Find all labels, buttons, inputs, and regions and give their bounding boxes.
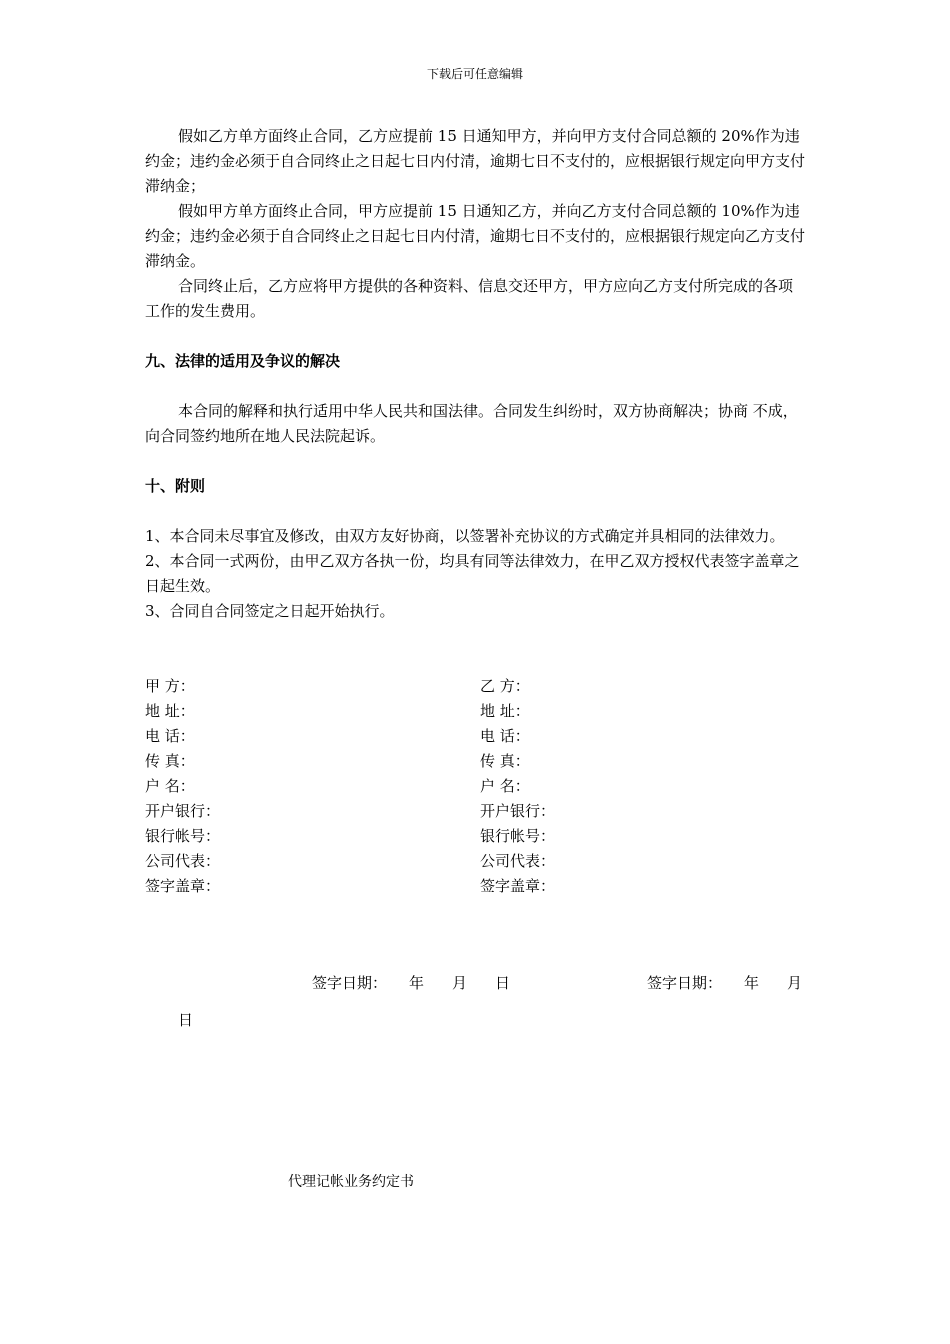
next-document-title: 代理记帐业务约定书	[288, 1174, 414, 1190]
party-b-address-label: 地 址：	[480, 702, 530, 720]
month-label: 月	[452, 974, 468, 992]
party-a-name-label: 甲 方：	[145, 677, 195, 695]
party-b-bank-label: 开户银行：	[480, 802, 556, 820]
party-b-phone-label: 电 话：	[480, 727, 530, 745]
party-a-seal-label: 签字盖章：	[145, 877, 221, 895]
party-b-signing-date	[647, 971, 802, 996]
paragraph-b-termination: 假如乙方单方面终止合同，乙方应提前 15 日通知甲方，并向甲方支付合同总额的 20%作为违约金；违约金必须于自合同终止之日起七日内付清，逾期七日不支付的，应根据银行规定向甲方支付滞纳金；	[145, 127, 806, 195]
party-a-fax-label: 传 真：	[145, 752, 195, 770]
section-10-item-3: 3、合同自合同签定之日起开始执行。	[145, 602, 395, 620]
party-a-signature-block	[145, 674, 220, 899]
paragraph-a-termination: 假如甲方单方面终止合同，甲方应提前 15 日通知乙方，并向乙方支付合同总额的 10%作为违约金；违约金必须于自合同终止之日起七日内付清，逾期七日不支付的，应根据银行规定向乙方支付滞纳金。	[145, 202, 806, 270]
year-label: 年	[409, 974, 425, 992]
party-b-day-label: 日	[178, 1011, 194, 1029]
party-b-account-name-label: 户 名：	[480, 777, 530, 795]
year-label: 年	[744, 974, 760, 992]
party-a-address-label: 地 址：	[145, 702, 195, 720]
party-a-bank-label: 开户银行：	[145, 802, 221, 820]
party-a-account-number-label: 银行帐号：	[145, 827, 221, 845]
section-10-item-2: 2、本合同一式两份，由甲乙双方各执一份，均具有同等法律效力，在甲乙双方授权代表签字盖章之日起生效。	[145, 552, 800, 595]
party-b-fax-label: 传 真：	[480, 752, 530, 770]
day-label: 日	[495, 974, 511, 992]
party-b-signature-block	[480, 674, 555, 899]
party-b-representative-label: 公司代表：	[480, 852, 556, 870]
party-b-account-number-label: 银行帐号：	[480, 827, 556, 845]
section-10-heading: 十、附则	[145, 477, 206, 495]
section-9-text: 本合同的解释和执行适用中华人民共和国法律。合同发生纠纷时，双方协商解决；协商 不成，向合同签约地所在地人民法院起诉。	[145, 402, 798, 445]
page-header-note: 下载后可任意编辑	[426, 67, 523, 81]
section-9-heading: 九、法律的适用及争议的解决	[145, 352, 341, 370]
document-body	[145, 124, 807, 624]
party-b-seal-label: 签字盖章：	[480, 877, 556, 895]
party-a-account-name-label: 户 名：	[145, 777, 195, 795]
party-a-phone-label: 电 话：	[145, 727, 195, 745]
signing-date-label: 签字日期：	[647, 974, 723, 992]
party-b-name-label: 乙 方：	[480, 677, 530, 695]
party-a-signing-date	[312, 971, 510, 996]
signing-date-label: 签字日期：	[312, 974, 388, 992]
section-10-item-1: 1、本合同未尽事宜及修改，由双方友好协商，以签署补充协议的方式确定并具相同的法律效力。	[145, 527, 785, 545]
paragraph-after-termination: 合同终止后，乙方应将甲方提供的各种资料、信息交还甲方，甲方应向乙方支付所完成的各项工作的发生费用。	[145, 277, 794, 320]
party-a-representative-label: 公司代表：	[145, 852, 221, 870]
month-label: 月	[787, 974, 803, 992]
